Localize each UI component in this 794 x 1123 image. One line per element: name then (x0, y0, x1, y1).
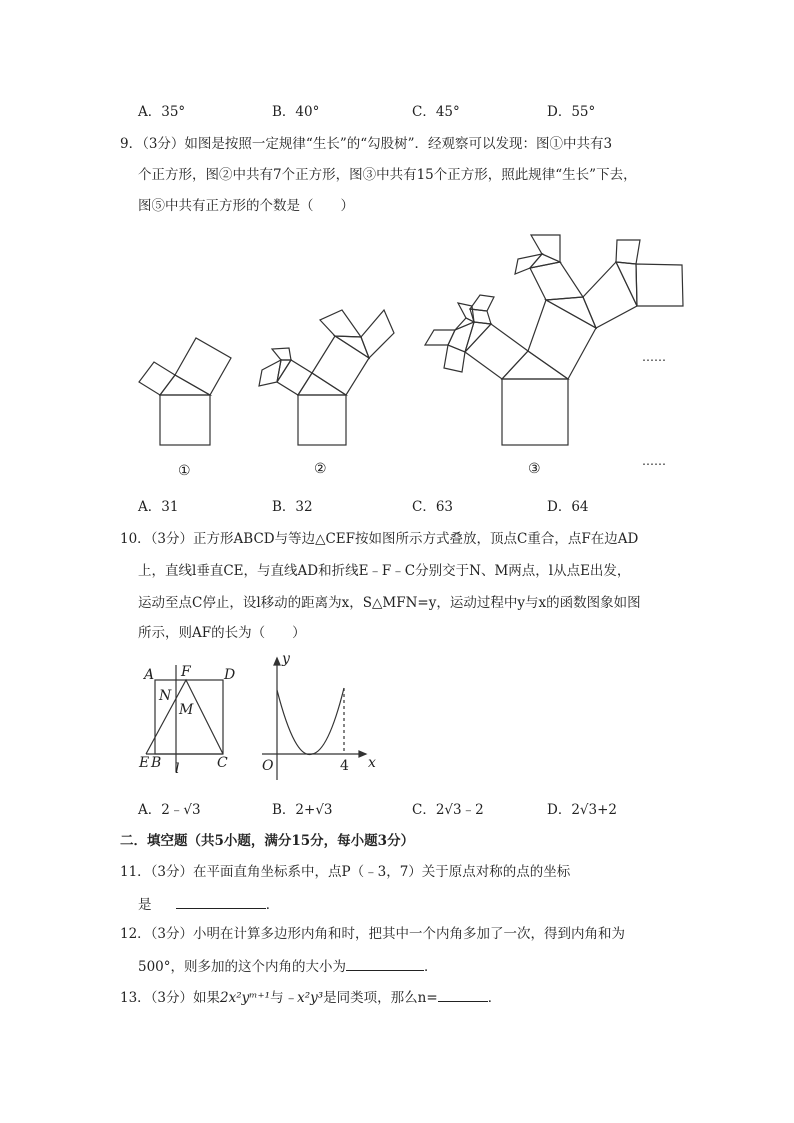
q9-option-b: B．32 (272, 499, 313, 515)
label-m: M (179, 702, 194, 718)
q11-end: ． (265, 897, 280, 913)
q8-option-c: C．45° (412, 104, 460, 120)
q13-end: ． (487, 990, 502, 1006)
q10-option-d: D．2√3+2 (547, 802, 618, 818)
q9-line-2: 个正方形，图②中共有7个正方形，图③中共有15个正方形，照此规律“生长”下去， (138, 167, 637, 183)
q10-option-b: B．2+√3 (272, 802, 333, 818)
label-f: F (181, 664, 191, 680)
q13-prefix: 13．（3分）如果 (120, 990, 221, 1006)
tree-figure-3 (425, 235, 683, 445)
q13-line (120, 987, 501, 1007)
q10-line-3: 运动至点C停止，设l移动的距离为x，S△MFN=y，运动过程中y与x的函数图象如图 (138, 595, 641, 611)
q11-line-2 (138, 894, 279, 914)
tree-figure-1 (139, 338, 231, 445)
q11-answer-blank[interactable] (176, 894, 266, 909)
q12-line-2-text: 500°，则多加的这个内角的大小为 (138, 959, 347, 975)
label-a: A (144, 667, 155, 683)
label-b: B (151, 755, 162, 771)
q13-answer-blank[interactable] (438, 987, 488, 1002)
label-e: E (139, 755, 150, 771)
label-c: C (217, 755, 228, 771)
figure-label-2: ② (314, 461, 327, 477)
q10-option-c: C．2√3﹣2 (412, 802, 484, 818)
tree-figure-2 (259, 310, 394, 445)
q10-line-4: 所示，则AF的长为（ ） (138, 625, 306, 641)
ellipsis-bottom: …… (642, 454, 666, 468)
label-n: N (159, 688, 172, 704)
q10-option-a: A．2﹣√3 (138, 802, 201, 818)
q9-line-3: 图⑤中共有正方形的个数是（ ） (138, 198, 354, 214)
q13-mid: 与 (270, 990, 284, 1006)
q11-line-2-text: 是 (138, 897, 152, 913)
graph-label-x: x (368, 755, 376, 771)
graph-label-origin: O (262, 758, 274, 774)
q12-line-2 (138, 956, 438, 976)
section-2-title: 二．填空题（共5小题，满分15分，每小题3分） (120, 833, 415, 849)
label-d: D (224, 667, 236, 683)
q9-option-d: D．64 (547, 499, 589, 515)
q9-line-1: 9．（3分）如图是按照一定规律“生长”的“勾股树”．经观察可以发现：图①中共有3 (120, 136, 613, 152)
q13-suffix: 是同类项，那么n= (323, 990, 438, 1006)
q8-option-b: B．40° (272, 104, 320, 120)
q8-option-a: A．35° (138, 104, 186, 120)
graph-label-4: 4 (340, 758, 349, 774)
figure-label-1: ① (178, 463, 191, 479)
function-curve (277, 688, 344, 754)
q12-answer-blank[interactable] (346, 956, 424, 971)
q10-line-1: 10．（3分）正方形ABCD与等边△CEF按如图所示方式叠放，顶点C重合，点F在边AD (120, 531, 639, 547)
graph-label-y: y (282, 651, 290, 667)
q12-end: ． (424, 959, 438, 975)
q13-term-1: 2x²yᵐ⁺¹ (220, 990, 271, 1006)
ellipsis-top: …… (642, 350, 666, 364)
q12-line-1: 12．（3分）小明在计算多边形内角和时，把其中一个内角多加了一次，得到内角和为 (120, 926, 626, 942)
q8-option-d: D．55° (547, 104, 596, 120)
q9-option-a: A．31 (138, 499, 179, 515)
function-graph (262, 658, 366, 780)
q11-line-1: 11．（3分）在平面直角坐标系中，点P（﹣3，7）关于原点对称的点的坐标 (120, 864, 571, 880)
label-l: l (175, 761, 180, 777)
q9-option-c: C．63 (412, 499, 454, 515)
q13-term-2: ﹣x²y³ (283, 990, 324, 1006)
figure-label-3: ③ (528, 461, 541, 477)
q10-line-2: 上，直线l垂直CE，与直线AD和折线E﹣F﹣C分别交于N、M两点，l从点E出发， (138, 563, 631, 579)
